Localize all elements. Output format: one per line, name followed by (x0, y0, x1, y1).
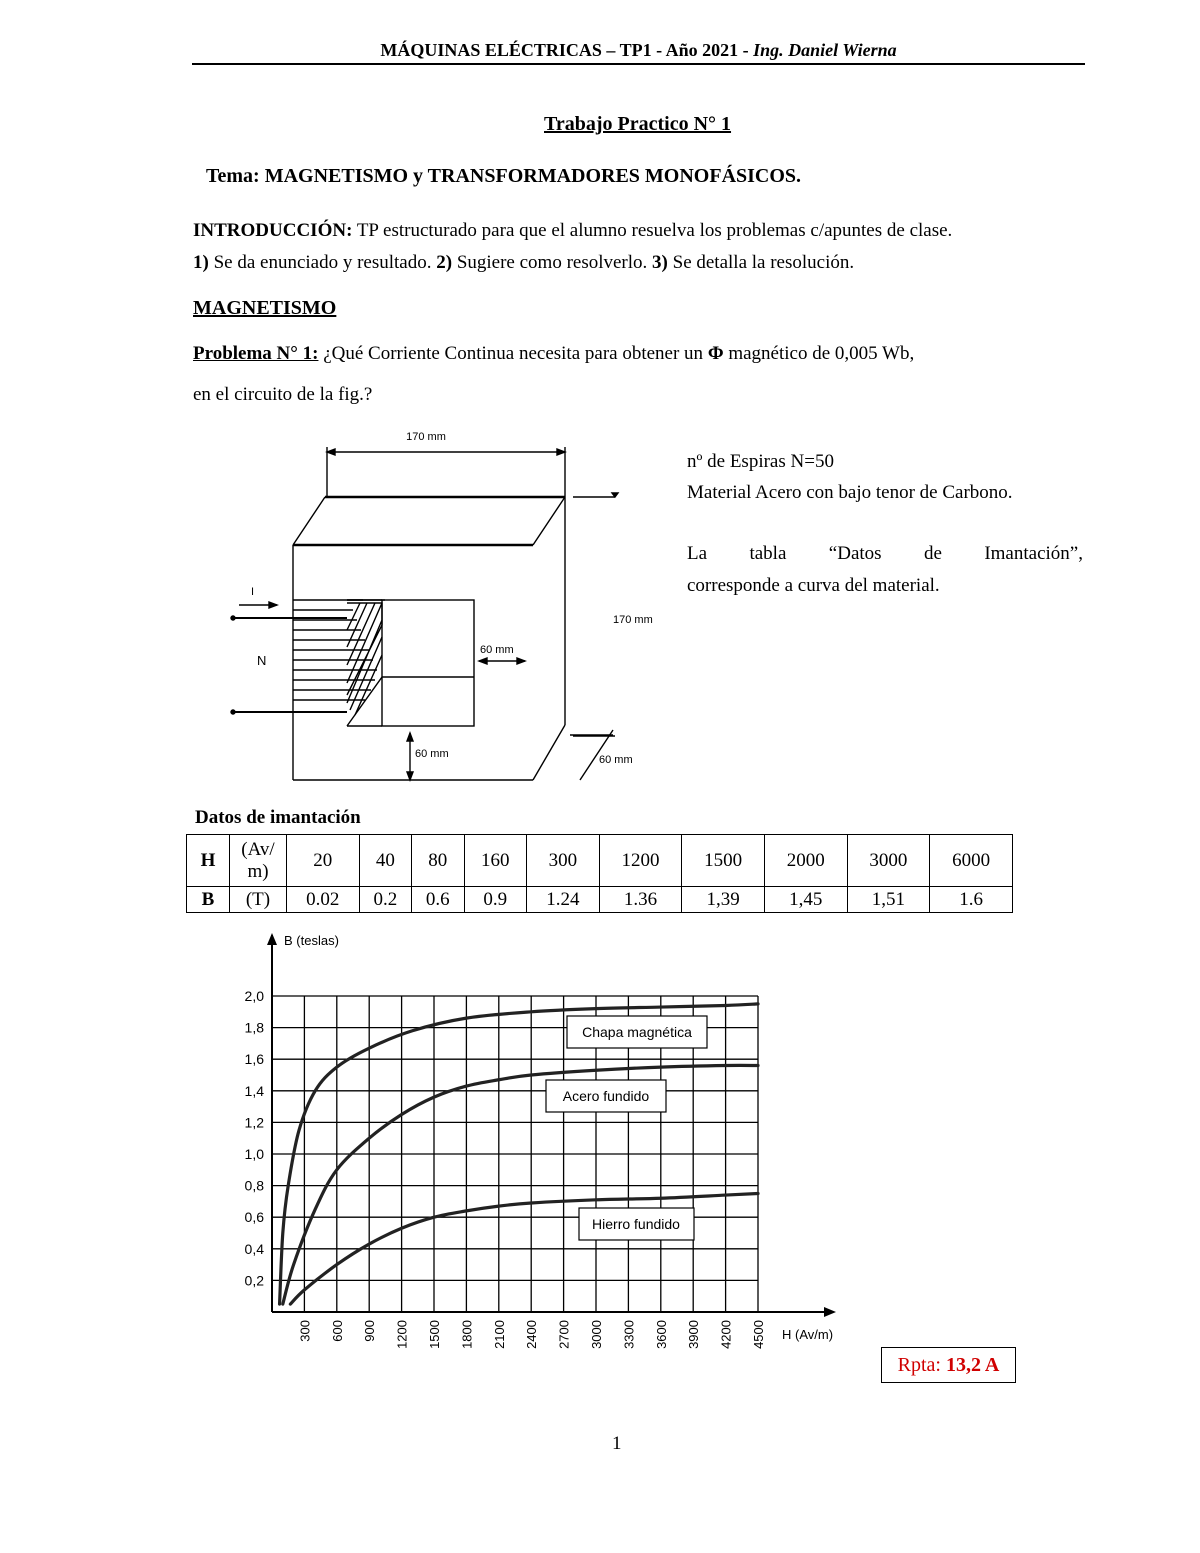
y-tick-label: 0,2 (244, 1272, 264, 1289)
intro-label: INTRODUCCIÓN: (193, 220, 353, 241)
y-tick-label: 2,0 (244, 988, 264, 1004)
dim-label-window: 60 mm (480, 644, 514, 656)
h-cell: 3000 (847, 835, 930, 887)
legend-hierro (579, 1208, 694, 1240)
y-tick-label: 0,8 (244, 1177, 264, 1194)
note-word: tabla (749, 543, 787, 564)
legend-label-chapa: Chapa magnética (582, 1024, 692, 1040)
x-tick-label: 3900 (686, 1320, 702, 1349)
b-cell: 0.02 (287, 887, 360, 913)
x-tick-label: 1200 (394, 1320, 410, 1349)
x-tick-label: 3000 (589, 1320, 604, 1349)
problem-text-a: ¿Qué Corriente Continua necesita para obtener un (318, 343, 708, 364)
b-cell: 0.2 (359, 887, 411, 913)
problem-statement (193, 343, 914, 365)
document-title: Trabajo Practico N° 1 (544, 113, 732, 135)
x-tick-label: 2400 (524, 1320, 540, 1349)
h-cell: 2000 (764, 835, 847, 887)
b-cell: 1,39 (682, 887, 765, 913)
phi-symbol: Φ (707, 343, 724, 364)
header-separator: - (738, 40, 754, 60)
unit-b: (T) (230, 887, 287, 913)
x-tick-label: 2100 (491, 1320, 507, 1349)
b-cell: 1.36 (599, 887, 682, 913)
h-cell: 1500 (682, 835, 765, 887)
note-word: “Datos (828, 543, 882, 564)
y-tick-label: 1,4 (244, 1082, 264, 1099)
dim-label-top: 170 mm (406, 431, 446, 443)
y-axis-arrow (267, 933, 277, 945)
core-edge (533, 725, 565, 780)
row-label-b: B (187, 887, 230, 913)
y-tick-label: 1,2 (244, 1114, 264, 1131)
info-table-note-line-2: corresponde a curva del material. (687, 575, 940, 596)
x-tick-label: 1800 (459, 1320, 475, 1349)
step-3-number: 3) (652, 252, 668, 273)
core-edge (293, 497, 325, 545)
answer-value: 13,2 A (946, 1354, 1000, 1376)
b-cell: 0.6 (412, 887, 464, 913)
legend-label-hierro: Hierro fundido (592, 1216, 680, 1232)
x-tick-label: 300 (297, 1320, 313, 1342)
info-material: Material Acero con bajo tenor de Carbono. (687, 482, 1013, 503)
y-tick-label: 0,6 (244, 1209, 264, 1226)
winding-turns (293, 600, 377, 700)
problem-label: Problema N° 1: (193, 343, 319, 364)
x-tick-label: 1500 (427, 1320, 442, 1349)
h-cell: 40 (359, 835, 411, 887)
current-arrowhead (269, 602, 277, 608)
y-axis-label: B (teslas) (284, 933, 339, 948)
unit-h: (Av/ m) (230, 835, 287, 887)
info-table-note-line-1 (687, 543, 1083, 565)
y-tick-label: 1,6 (244, 1051, 264, 1068)
x-axis-arrow (824, 1307, 836, 1317)
terminal (231, 616, 235, 620)
b-cell: 1.6 (930, 887, 1013, 913)
turns-label: N (257, 653, 267, 668)
b-cell: 1,51 (847, 887, 930, 913)
step-1-number: 1) (193, 252, 209, 273)
x-tick-label: 2700 (556, 1320, 572, 1349)
winding-hatch (347, 603, 382, 715)
problem-text-b: magnético de 0,005 Wb, (723, 343, 915, 364)
h-cell: 80 (412, 835, 464, 887)
legend-label-acero: Acero fundido (562, 1088, 650, 1104)
y-tick-label: 1,0 (244, 1146, 264, 1162)
row-label-h: H (187, 835, 230, 887)
h-cell: 20 (287, 835, 360, 887)
dim-label-bottom: 60 mm (415, 748, 449, 760)
h-cell: 160 (464, 835, 527, 887)
b-cell: 1,45 (764, 887, 847, 913)
y-tick-label: 0,4 (244, 1240, 264, 1257)
x-tick-label: 4200 (718, 1320, 734, 1349)
b-cell: 0.9 (464, 887, 527, 913)
b-cell: 1.24 (527, 887, 600, 913)
dim-label-depth: 60 mm (599, 754, 633, 766)
step-1-text: Se da enunciado y resultado. (208, 252, 437, 273)
terminal (231, 710, 235, 714)
answer-box (881, 1347, 1016, 1383)
x-tick-label: 900 (362, 1320, 378, 1342)
step-2-text: Sugiere como resolverlo. (452, 252, 653, 273)
x-tick-label: 4500 (751, 1320, 766, 1349)
step-2-number: 2) (436, 252, 453, 273)
section-heading: MAGNETISMO (193, 297, 337, 319)
x-tick-labels (297, 1320, 766, 1349)
note-word: de (923, 543, 942, 564)
intro-line-2 (193, 252, 854, 274)
header-author: Ing. Daniel Wierna (753, 40, 897, 60)
current-label: I (251, 586, 255, 598)
x-tick-label: 3300 (621, 1320, 637, 1349)
page-number: 1 (612, 1433, 622, 1454)
h-cell: 1200 (599, 835, 682, 887)
series-line-acero-fundido (283, 1065, 758, 1304)
h-cell: 6000 (930, 835, 1013, 887)
answer-label: Rpta: (897, 1354, 946, 1376)
problem-statement-line-2: en el circuito de la fig.? (193, 384, 373, 405)
magnetization-table (186, 834, 1013, 913)
info-turns: nº de Espiras N=50 (687, 451, 834, 472)
table-row (187, 835, 1013, 887)
note-word: Imantación”, (984, 543, 1083, 564)
bh-curve-chart (200, 925, 860, 1375)
chart-axes (267, 933, 836, 1317)
document-topic: Tema: MAGNETISMO y TRANSFORMADORES MONOFÁSICOS. (206, 165, 802, 187)
x-axis-label: H (Av/m) (782, 1327, 834, 1342)
legend-acero (546, 1080, 666, 1112)
header-title: MÁQUINAS ELÉCTRICAS – TP1 - Año 2021 (380, 40, 739, 60)
legend-chapa (567, 1016, 707, 1048)
note-word: La (687, 543, 708, 564)
dim-label-right: 170 mm (613, 614, 653, 626)
y-tick-labels (245, 988, 265, 1288)
magnetic-core-figure (225, 425, 675, 790)
intro-text: TP estructurado para que el alumno resuelva los problemas c/apuntes de clase. (352, 220, 953, 241)
header-rule (192, 63, 1085, 65)
x-tick-label: 600 (329, 1320, 345, 1342)
x-tick-label: 3600 (653, 1320, 669, 1349)
core-edge (533, 497, 565, 545)
page-header (192, 40, 1085, 61)
h-cell: 300 (527, 835, 600, 887)
table-row (187, 887, 1013, 913)
step-3-text: Se detalla la resolución. (667, 252, 855, 273)
y-tick-label: 1,8 (244, 1019, 264, 1036)
intro-line-1 (193, 220, 952, 242)
core-window (382, 600, 474, 726)
table-title: Datos de imantación (195, 807, 361, 828)
